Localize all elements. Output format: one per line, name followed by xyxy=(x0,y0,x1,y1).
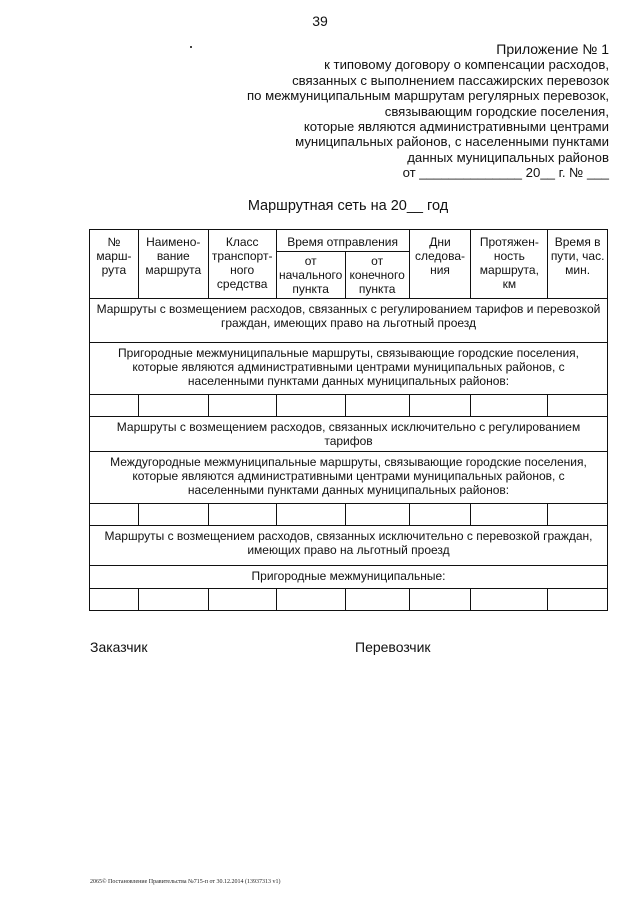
page-number: 39 xyxy=(312,13,328,29)
route-network-table xyxy=(89,229,608,611)
empty-cell xyxy=(548,589,608,611)
section-heading: Маршруты с возмещением расходов, связанных исключительно с регулированием тарифов xyxy=(90,417,608,452)
header-days: Дни следова-ния xyxy=(409,230,471,299)
empty-cell xyxy=(345,589,409,611)
appendix-line: связывающим городские поселения, xyxy=(384,103,609,119)
empty-cell xyxy=(471,589,548,611)
appendix-line: муниципальных районов, с населенными пунктами xyxy=(295,134,609,150)
empty-cell xyxy=(138,589,208,611)
appendix-line: связанных с выполнением пассажирских перевозок xyxy=(292,72,609,88)
empty-cell xyxy=(138,395,208,417)
header-route-no: № марш-рута xyxy=(90,230,139,299)
empty-cell xyxy=(276,589,345,611)
header-travel-time: Время в пути, час. мин. xyxy=(548,230,608,299)
carrier-signature-label: Перевозчик xyxy=(355,639,431,655)
appendix-line: данных муниципальных районов xyxy=(407,149,609,165)
empty-cell xyxy=(276,395,345,417)
section-heading: Маршруты с возмещением расходов, связанных с регулированием тарифов и перевозкой граждан, имеющих право на льготный проезд xyxy=(90,299,608,343)
empty-cell xyxy=(90,395,139,417)
empty-cell xyxy=(409,395,471,417)
empty-cell xyxy=(138,504,208,526)
table-row xyxy=(90,395,608,417)
empty-cell xyxy=(345,395,409,417)
empty-cell xyxy=(208,395,276,417)
empty-cell xyxy=(548,504,608,526)
document-title: Маршрутная сеть на 20__ год xyxy=(247,198,449,214)
appendix-line: которые являются административными центрами xyxy=(303,119,609,135)
empty-cell xyxy=(276,504,345,526)
header-length: Протяжен-ность маршрута, км xyxy=(471,230,548,299)
header-from-end: от конечного пункта xyxy=(345,252,409,299)
section-heading: Пригородные межмуниципальные: xyxy=(90,566,608,589)
empty-cell xyxy=(471,395,548,417)
table-row xyxy=(90,589,608,611)
empty-cell xyxy=(345,504,409,526)
appendix-line: Приложение № 1 xyxy=(496,41,609,57)
scan-dot xyxy=(190,46,192,48)
empty-cell xyxy=(208,589,276,611)
header-from-start: от начального пункта xyxy=(276,252,345,299)
empty-cell xyxy=(409,589,471,611)
empty-cell xyxy=(90,504,139,526)
section-heading: Междугородные межмуниципальные маршруты, связывающие городские поселения, которые являются административными центрами муниципальных районов, с населенными пунктами данных муниципальных районов: xyxy=(90,452,608,504)
appendix-line: к типовому договору о компенсации расходов, xyxy=(324,57,609,73)
appendix-date-line: от ______________ 20__ г. № ___ xyxy=(402,165,609,181)
section-heading: Маршруты с возмещением расходов, связанных исключительно с перевозкой граждан, имеющих право на льготный проезд xyxy=(90,526,608,566)
empty-cell xyxy=(471,504,548,526)
empty-cell xyxy=(208,504,276,526)
footer-note: 2065© Постановление Правительства №715-п от 30.12.2014 (13937313 v1) xyxy=(90,879,281,885)
table-row xyxy=(90,504,608,526)
empty-cell xyxy=(90,589,139,611)
header-vehicle-class: Класс транспорт-ного средства xyxy=(208,230,276,299)
section-heading: Пригородные межмуниципальные маршруты, связывающие городские поселения, которые являются административными центрами муниципальных районов, с населенными пунктами данных муниципальных районов: xyxy=(90,343,608,395)
appendix-line: по межмуниципальным маршрутам регулярных перевозок, xyxy=(247,88,609,104)
header-route-name: Наимено-вание маршрута xyxy=(138,230,208,299)
header-departure-time: Время отправления xyxy=(276,230,409,252)
empty-cell xyxy=(548,395,608,417)
appendix-block xyxy=(247,42,609,181)
empty-cell xyxy=(409,504,471,526)
customer-signature-label: Заказчик xyxy=(90,639,148,655)
